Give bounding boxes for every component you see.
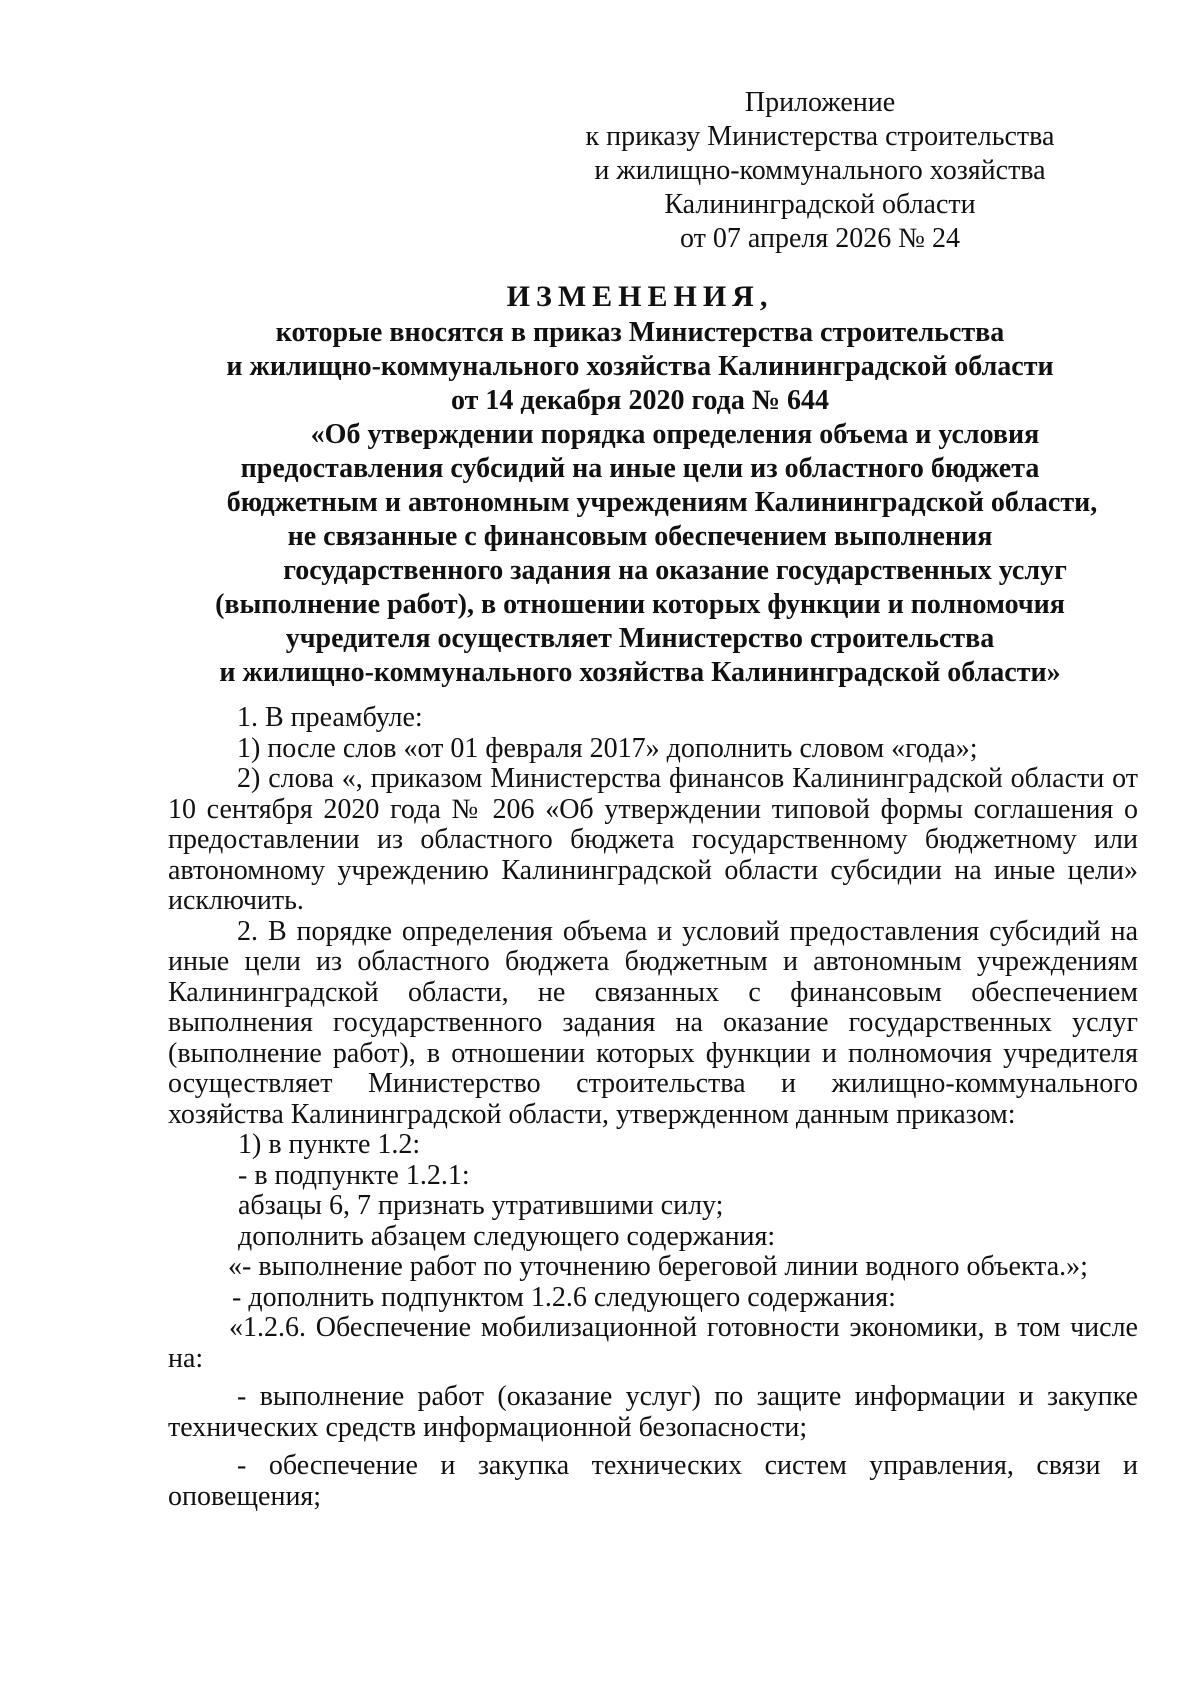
title-line: не связанные с финансовым обеспечением выполнения	[287, 521, 993, 552]
title-line: которые вносятся в приказ Министерства строительства	[275, 317, 1005, 348]
appendix-order-ref: к приказу Министерства строительства	[585, 121, 1055, 152]
title-line: государственного задания на оказание государственных услуг	[283, 555, 1067, 586]
title-line: от 14 декабря 2020 года № 644	[451, 385, 829, 416]
title-line: учредителя осуществляет Министерство строительства	[285, 623, 995, 654]
appendix-region: Калининградской области	[664, 189, 976, 220]
paragraph-13: - обеспечение и закупка технических систем управления, связи и оповещения;	[168, 1450, 1138, 1512]
paragraph-1: 1. В преамбуле:	[237, 702, 423, 733]
paragraph-5: 1) в пункте 1.2:	[238, 1129, 421, 1160]
title-line: бюджетным и автономным учреждениям Калининградской области,	[226, 487, 1098, 518]
appendix-label: Приложение	[744, 87, 896, 118]
title-line: (выполнение работ), в отношении которых функции и полномочия	[215, 589, 1065, 620]
paragraph-8: дополнить абзацем следующего содержания:	[238, 1220, 776, 1252]
document-body	[168, 703, 1138, 1512]
title-line: и жилищно-коммунального хозяйства Калининградской области	[226, 351, 1054, 382]
paragraph-11: «1.2.6. Обеспечение мобилизационной готовности экономики, в том числе на:	[168, 1312, 1138, 1374]
paragraph-10: - дополнить подпунктом 1.2.6 следующего содержания:	[232, 1281, 896, 1313]
appendix-ministry: и жилищно-коммунального хозяйства	[594, 155, 1046, 186]
appendix-date-number: от 07 апреля 2026 № 24	[680, 223, 960, 254]
paragraph-6: - в подпункте 1.2.1:	[238, 1159, 470, 1191]
paragraph-4: 2. В порядке определения объема и условий предоставления субсидий на иные цели из областного бюджета бюджетным и автономным учреждениям Калининградской области, не связанных с финансовым обеспечением выполнения государственного задания на оказание государственных услуг (выполнение работ), в отношении которых функции и полномочия учредителя осуществляет Министерство строительства и жилищно-коммунального хозяйства Калининградской области, утвержденном данным приказом:	[168, 915, 1138, 1130]
paragraph-9: «- выполнение работ по уточнению береговой линии водного объекта.»;	[228, 1251, 1088, 1282]
paragraph-3: 2) слова «, приказом Министерства финансов Калининградской области от 10 сентября 2020 года № 206 «Об утверждении типовой формы соглашения о предоставлении из областного бюджета государственному бюджетному или автономному учреждению Калининградской области субсидии на иные цели» исключить.	[168, 763, 1138, 916]
paragraph-12: - выполнение работ (оказание услуг) по защите информации и закупке технических средств информационной безопасности;	[168, 1381, 1138, 1443]
paragraph-2: 1) после слов «от 01 февраля 2017» дополнить словом «года»;	[237, 732, 978, 764]
title-line: «Об утверждении порядка определения объема и условия	[310, 419, 1040, 450]
title-heading: ИЗМЕНЕНИЯ,	[506, 280, 774, 313]
appendix-block	[560, 86, 1080, 256]
title-line: и жилищно-коммунального хозяйства Калининградской области»	[219, 657, 1061, 688]
title-line: предоставления субсидий на иные цели из областного бюджета	[240, 453, 1040, 484]
document-title	[160, 280, 1120, 690]
paragraph-7: абзацы 6, 7 признать утратившими силу;	[238, 1190, 724, 1221]
